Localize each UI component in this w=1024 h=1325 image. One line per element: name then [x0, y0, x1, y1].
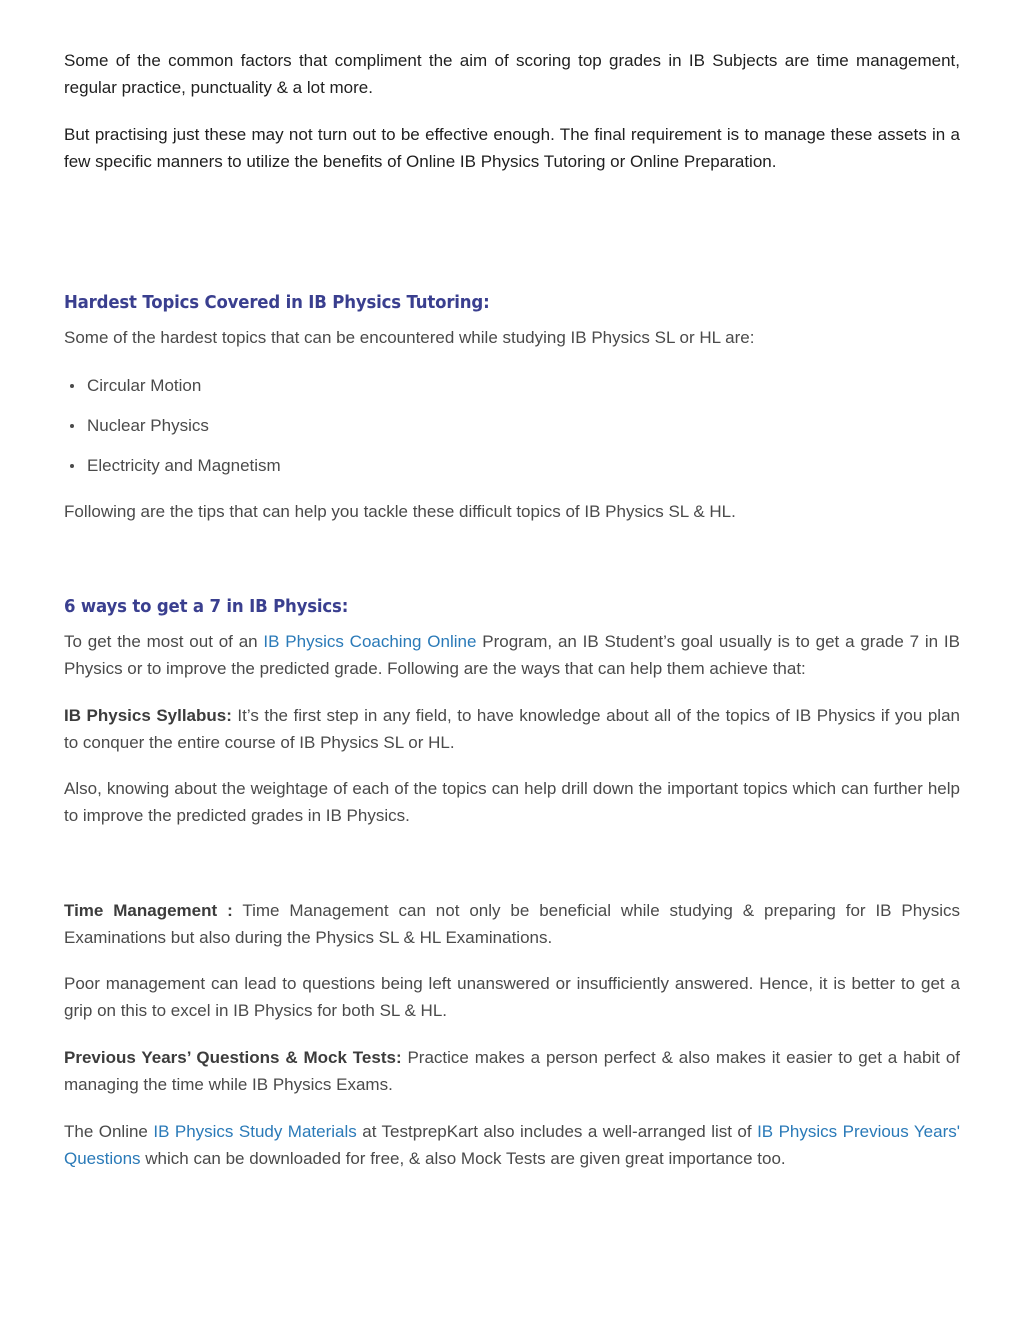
hardest-topics-intro: Some of the hardest topics that can be encountered while studying IB Physics SL or HL are: — [64, 328, 755, 347]
hardest-topics-heading: Hardest Topics Covered in IB Physics Tutoring: — [64, 292, 490, 313]
hardest-topics-list — [64, 372, 281, 492]
list-item: Circular Motion — [64, 372, 281, 412]
time-management-label: Time Management : — [64, 901, 233, 920]
ib-physics-study-materials-link[interactable]: IB Physics Study Materials — [153, 1122, 357, 1141]
hardest-topics-outro: Following are the tips that can help you tackle these difficult topics of IB Physics SL & HL. — [64, 502, 736, 521]
poor-management-paragraph: Poor management can lead to questions being left unanswered or insufficiently answered. Hence, it is better to get a grip on this to excel in IB Physics for both SL & HL. — [64, 974, 960, 1020]
ib-physics-coaching-online-link[interactable]: IB Physics Coaching Online — [263, 632, 477, 651]
list-item: Electricity and Magnetism — [64, 452, 281, 492]
bullet-icon — [70, 384, 74, 388]
syllabus-label: IB Physics Syllabus: — [64, 706, 232, 725]
ib-physics-previous-years-questions-link[interactable]: IB Physics Previous Years' Questions — [64, 1122, 960, 1168]
syllabus-paragraph: IB Physics Syllabus: It’s the first step in any field, to have knowledge about all of the topics of IB Physics if you plan to conquer the entire course of IB Physics SL or HL. — [64, 706, 960, 752]
bullet-icon — [70, 464, 74, 468]
six-ways-intro: To get the most out of an IB Physics Coaching Online Program, an IB Student’s goal usually is to get a grade 7 in IB Physics or to improve the predicted grade. Following are the ways that can help them achieve that: — [64, 632, 960, 678]
six-ways-heading: 6 ways to get a 7 in IB Physics: — [64, 596, 349, 617]
bullet-icon — [70, 424, 74, 428]
time-management-paragraph: Time Management : Time Management can not only be beneficial while studying & preparing for IB Physics Examinations but also during the Physics SL & HL Examinations. — [64, 901, 960, 947]
list-item: Nuclear Physics — [64, 412, 281, 452]
intro-paragraph-1: Some of the common factors that compliment the aim of scoring top grades in IB Subjects are time management, regular practice, punctuality & a lot more. — [64, 51, 960, 97]
previous-years-label: Previous Years’ Questions & Mock Tests: — [64, 1048, 402, 1067]
weightage-paragraph: Also, knowing about the weightage of each of the topics can help drill down the important topics which can further help to improve the predicted grades in IB Physics. — [64, 779, 960, 825]
intro-paragraph-2: But practising just these may not turn out to be effective enough. The final requirement is to manage these assets in a few specific manners to utilize the benefits of Online IB Physics Tutoring or Online Preparation. — [64, 125, 960, 171]
previous-years-paragraph: Previous Years’ Questions & Mock Tests: Practice makes a person perfect & also makes it easier to get a habit of managing the time while IB Physics Exams. — [64, 1048, 961, 1094]
study-materials-paragraph: The Online IB Physics Study Materials at TestprepKart also includes a well-arranged list of IB Physics Previous Years' Questions which can be downloaded for free, & also Mock Tests are given great importance too. — [64, 1122, 960, 1168]
